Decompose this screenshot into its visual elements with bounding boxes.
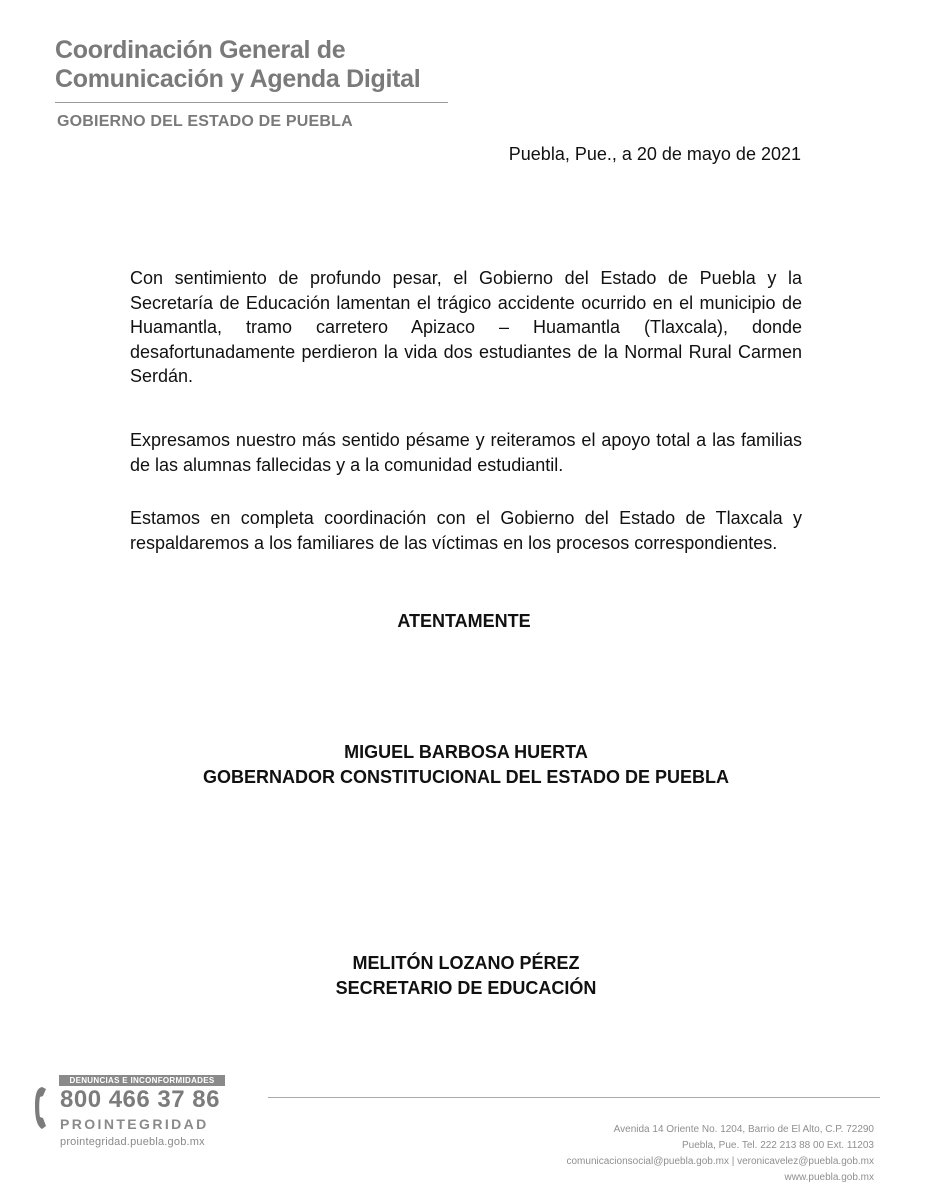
signatory-2-title: SECRETARIO DE EDUCACIÓN: [335, 978, 597, 998]
header-divider: [55, 102, 448, 103]
complaints-phone: 800 466 37 86: [60, 1086, 220, 1113]
prointegridad-url[interactable]: prointegridad.puebla.gob.mx: [60, 1136, 205, 1148]
phone-icon: [33, 1084, 59, 1132]
complaints-badge: DENUNCIAS E INCONFORMIDADES: [59, 1075, 225, 1086]
paragraph-coordination: Estamos en completa coordinación con el Gobierno del Estado de Tlaxcala y respaldaremos a los familiares de las víctimas en los procesos correspondientes.: [130, 508, 802, 553]
organization-title: [55, 36, 455, 94]
organization-line-2: Comunicación y Agenda Digital: [55, 65, 421, 93]
website-line[interactable]: www.puebla.gob.mx: [784, 1172, 874, 1183]
government-name: GOBIERNO DEL ESTADO DE PUEBLA: [57, 113, 353, 130]
signatory-1-name: MIGUEL BARBOSA HUERTA: [344, 742, 588, 762]
footer-divider: [268, 1097, 880, 1098]
closing: ATENTAMENTE: [397, 611, 531, 631]
paragraph-condolence: Con sentimiento de profundo pesar, el Gobierno del Estado de Puebla y la Secretaría de Educación lamentan el trágico accidente ocurrido en el municipio de Huamantla, tramo carretero Apizaco – Huamantla (Tlaxcala), donde desafortunadamente perdieron la vida dos estudiantes de la Normal Rural Carmen Serdán.: [130, 268, 802, 386]
signatory-2-name: MELITÓN LOZANO PÉREZ: [352, 953, 580, 973]
contact-info: [566, 1122, 874, 1186]
paragraph-support: Expresamos nuestro más sentido pésame y reiteramos el apoyo total a las familias de las alumnas fallecidas y a la comunidad estudiantil.: [130, 430, 802, 475]
signatory-1-title: GOBERNADOR CONSTITUCIONAL DEL ESTADO DE PUEBLA: [202, 767, 730, 787]
email-line[interactable]: comunicacionsocial@puebla.gob.mx | veronicavelez@puebla.gob.mx: [566, 1156, 874, 1167]
address-line: Avenida 14 Oriente No. 1204, Barrio de El Alto, C.P. 72290: [613, 1124, 874, 1135]
letter-date: Puebla, Pue., a 20 de mayo de 2021: [508, 144, 801, 164]
organization-line-1: Coordinación General de: [55, 36, 346, 64]
phone-line: Puebla, Pue. Tel. 222 213 88 00 Ext. 11203: [681, 1140, 874, 1151]
prointegridad-name: PROINTEGRIDAD: [60, 1116, 209, 1132]
